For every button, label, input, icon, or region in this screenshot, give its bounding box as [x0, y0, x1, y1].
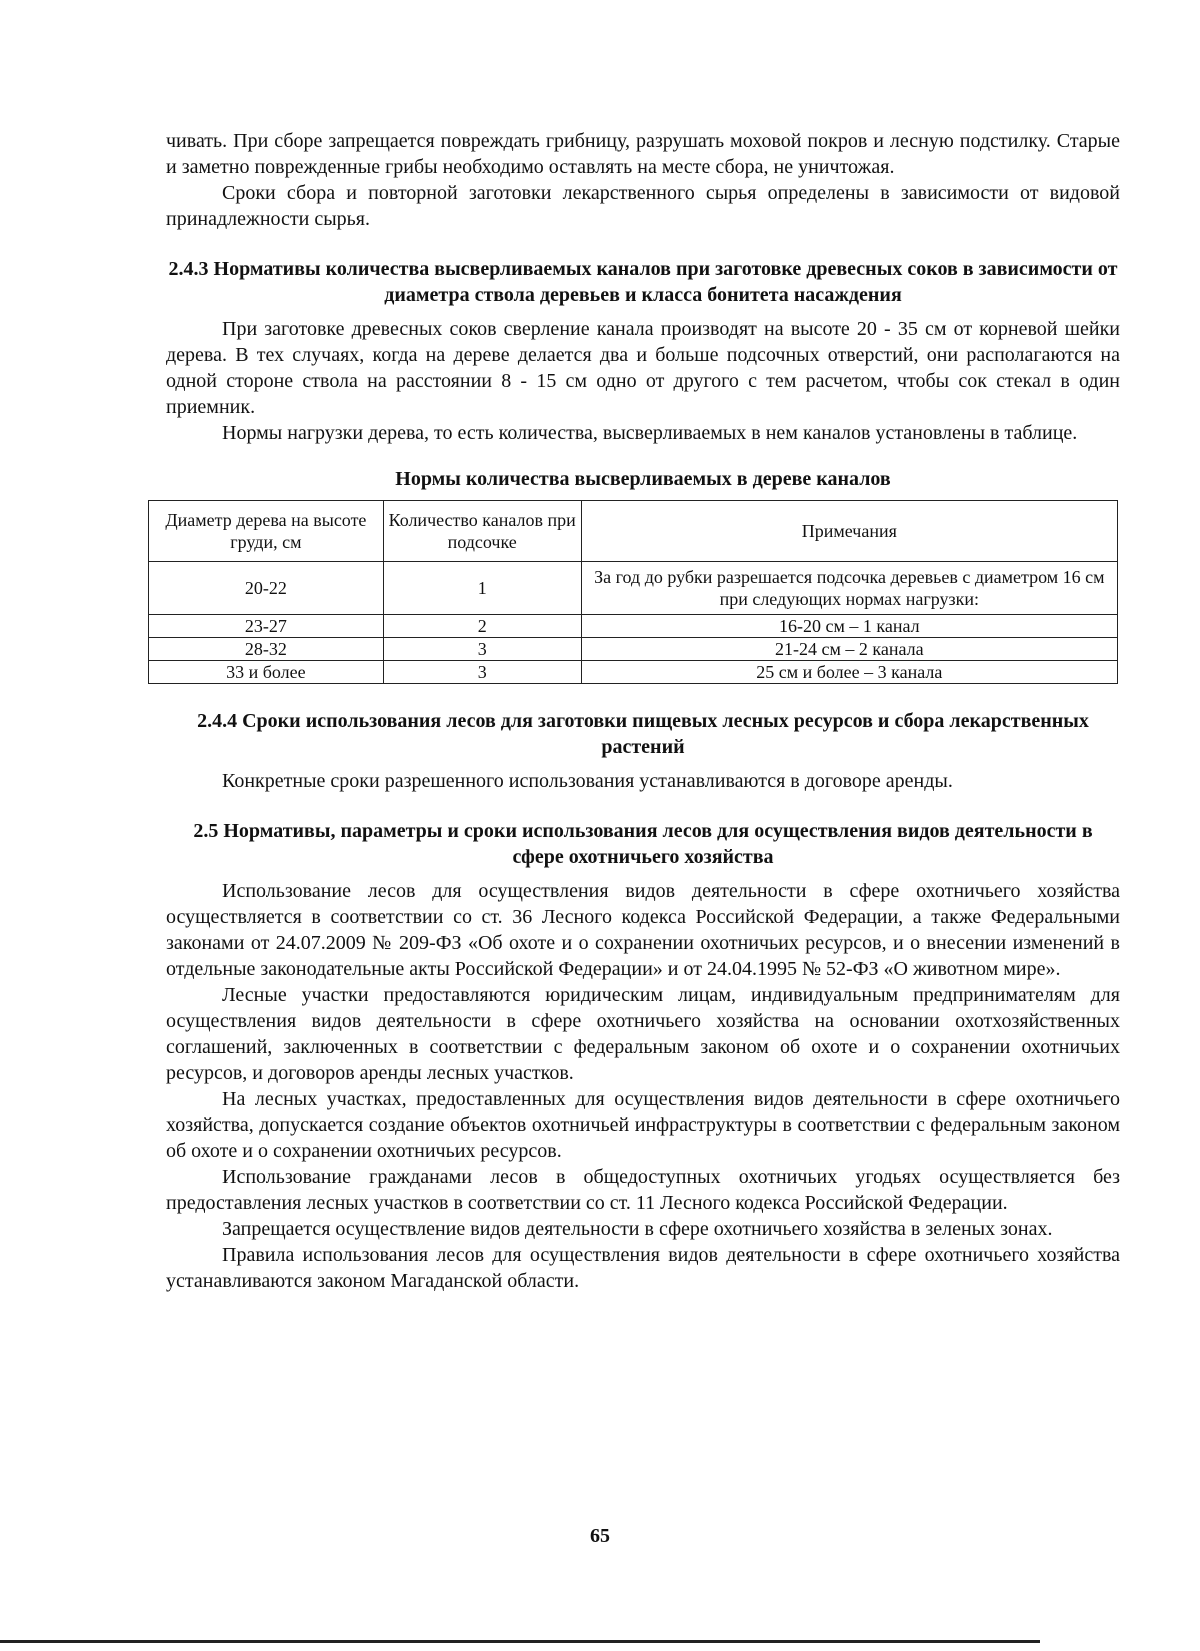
table-cell: За год до рубки разрешается подсочка деревьев с диаметром 16 см при следующих нормах нагрузки:: [581, 562, 1117, 615]
table-cell: 3: [383, 638, 581, 661]
table-cell: 33 и более: [149, 661, 384, 684]
intro-paragraph-1: чивать. При сборе запрещается повреждать грибницу, разрушать моховой покров и лесную подстилку. Старые и заметно поврежденные грибы необходимо оставлять на месте сбора, не уничтожая.: [166, 130, 1120, 178]
section-2-5-heading: 2.5 Нормативы, параметры и сроки использования лесов для осуществления видов деятельности в сфере охотничьего хозяйства: [193, 820, 1093, 868]
section-2-5-paragraph-2: Лесные участки предоставляются юридическим лицам, индивидуальным предпринимателям для осуществления видов деятельности в сфере охотничьего хозяйства на основании охотхозяйственных соглашений, заключенных в соответствии с федеральным законом об охоте и о сохранении охотничьих ресурсов, и договоров аренды лесных участков.: [166, 984, 1120, 1084]
page-number: 65: [590, 1525, 610, 1547]
table-row: [149, 615, 1118, 638]
table-row: [149, 661, 1118, 684]
document-page: [166, 128, 1120, 1294]
section-2-5-paragraph-1: Использование лесов для осуществления видов деятельности в сфере охотничьего хозяйства осуществляется в соответствии со ст. 36 Лесного кодекса Российской Федерации, а также Федеральными законами от 24.07.2009 № 209-ФЗ «Об охоте и о сохранении охотничьих ресурсов, и о внесении изменений в отдельные законодательные акты Российской Федерации» и от 24.04.1995 № 52-ФЗ «О животном мире».: [166, 880, 1120, 980]
table-cell: 20-22: [149, 562, 384, 615]
table-cell: 1: [383, 562, 581, 615]
section-2-4-3-paragraph-1: При заготовке древесных соков сверление канала производят на высоте 20 - 35 см от корневой шейки дерева. В тех случаях, когда на дереве делается два и больше подсочных отверстий, они располагаются на одной стороне ствола на расстоянии 8 - 15 см одно от другого с тем расчетом, чтобы сок стекал в один приемник.: [166, 318, 1120, 418]
section-2-5-paragraph-6: Правила использования лесов для осуществления видов деятельности в сфере охотничьего хозяйства устанавливаются законом Магаданской области.: [166, 1244, 1120, 1292]
section-2-5-paragraph-3: На лесных участках, предоставленных для осуществления видов деятельности в сфере охотничьего хозяйства, допускается создание объектов охотничьей инфраструктуры в соответствии с федеральным законом об охоте и о сохранении охотничьих ресурсов.: [166, 1088, 1120, 1162]
section-2-4-3-paragraph-2: Нормы нагрузки дерева, то есть количества, высверливаемых в нем каналов установлены в таблице.: [222, 422, 1078, 444]
table-header-cell: Количество каналов при подсочке: [383, 501, 581, 562]
table-cell: 25 см и более – 3 канала: [581, 661, 1117, 684]
table-title: Нормы количества высверливаемых в дереве каналов: [395, 468, 891, 490]
drilling-norms-table: [148, 500, 1118, 684]
table-cell: 2: [383, 615, 581, 638]
intro-paragraph-2: Сроки сбора и повторной заготовки лекарственного сырья определены в зависимости от видовой принадлежности сырья.: [166, 182, 1120, 230]
section-2-5-paragraph-4: Использование гражданами лесов в общедоступных охотничьих угодьях осуществляется без предоставления лесных участков в соответствии со ст. 11 Лесного кодекса Российской Федерации.: [166, 1166, 1120, 1214]
table-row: [149, 562, 1118, 615]
table-cell: 21-24 см – 2 канала: [581, 638, 1117, 661]
table-header-cell: Диаметр дерева на высоте груди, см: [149, 501, 384, 562]
section-2-4-4-heading: 2.4.4 Сроки использования лесов для заготовки пищевых лесных ресурсов и сбора лекарственных растений: [197, 710, 1089, 758]
table-header-row: [149, 501, 1118, 562]
table-cell: 3: [383, 661, 581, 684]
table-cell: 23-27: [149, 615, 384, 638]
section-2-4-4-paragraph-1: Конкретные сроки разрешенного использования устанавливаются в договоре аренды.: [222, 770, 953, 792]
table-cell: 16-20 см – 1 канал: [581, 615, 1117, 638]
section-2-5-paragraph-5: Запрещается осуществление видов деятельности в сфере охотничьего хозяйства в зеленых зонах.: [222, 1218, 1053, 1240]
bottom-scan-rule: [0, 1640, 1040, 1643]
table-header-cell: Примечания: [581, 501, 1117, 562]
section-2-4-3-heading: 2.4.3 Нормативы количества высверливаемых каналов при заготовке древесных соков в зависимости от диаметра ствола деревьев и класса бонитета насаждения: [168, 258, 1118, 306]
table-row: [149, 638, 1118, 661]
table-cell: 28-32: [149, 638, 384, 661]
